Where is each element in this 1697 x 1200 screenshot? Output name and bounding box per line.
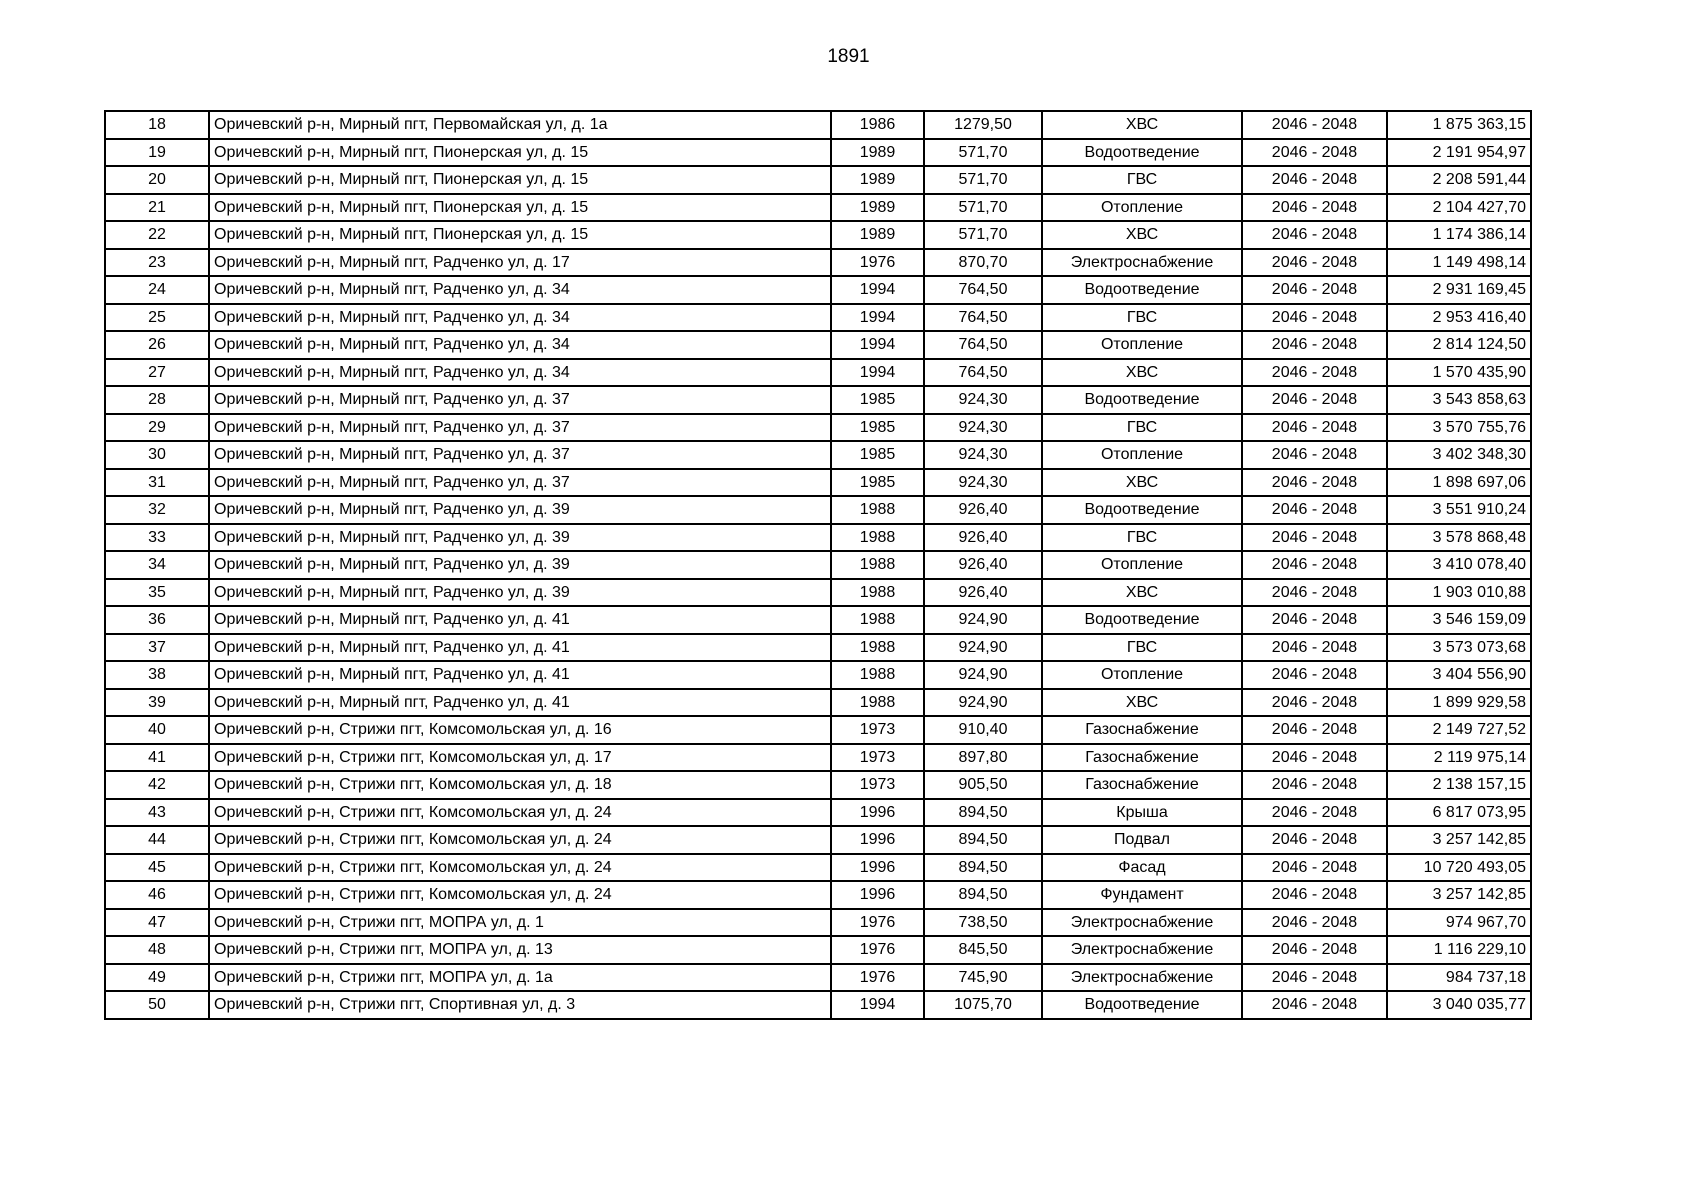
area-cell: 764,50 <box>924 359 1042 387</box>
table-row <box>105 744 1531 772</box>
period-cell: 2046 - 2048 <box>1242 579 1387 607</box>
year-cell: 1989 <box>831 194 924 222</box>
year-cell: 1973 <box>831 716 924 744</box>
row-number: 41 <box>105 744 209 772</box>
row-number: 39 <box>105 689 209 717</box>
address-cell: Оричевский р-н, Стрижи пгт, МОПРА ул, д. 1 <box>209 909 831 937</box>
work-type-cell: Водоотведение <box>1042 139 1242 167</box>
row-number: 18 <box>105 111 209 139</box>
period-cell: 2046 - 2048 <box>1242 771 1387 799</box>
year-cell: 1994 <box>831 991 924 1019</box>
year-cell: 1976 <box>831 964 924 992</box>
year-cell: 1996 <box>831 881 924 909</box>
period-cell: 2046 - 2048 <box>1242 139 1387 167</box>
area-cell: 845,50 <box>924 936 1042 964</box>
area-cell: 1075,70 <box>924 991 1042 1019</box>
area-cell: 894,50 <box>924 881 1042 909</box>
address-cell: Оричевский р-н, Стрижи пгт, Комсомольская ул, д. 17 <box>209 744 831 772</box>
row-number: 45 <box>105 854 209 882</box>
cost-cell: 2 104 427,70 <box>1387 194 1531 222</box>
cost-cell: 2 931 169,45 <box>1387 276 1531 304</box>
cost-cell: 3 578 868,48 <box>1387 524 1531 552</box>
table-row <box>105 386 1531 414</box>
year-cell: 1994 <box>831 276 924 304</box>
row-number: 33 <box>105 524 209 552</box>
address-cell: Оричевский р-н, Мирный пгт, Пионерская ул, д. 15 <box>209 139 831 167</box>
year-cell: 1988 <box>831 579 924 607</box>
page-number: 1891 <box>827 46 870 67</box>
area-cell: 926,40 <box>924 579 1042 607</box>
work-type-cell: Подвал <box>1042 826 1242 854</box>
year-cell: 1976 <box>831 249 924 277</box>
address-cell: Оричевский р-н, Мирный пгт, Радченко ул, д. 34 <box>209 359 831 387</box>
work-type-cell: Отопление <box>1042 551 1242 579</box>
year-cell: 1986 <box>831 111 924 139</box>
year-cell: 1985 <box>831 414 924 442</box>
area-cell: 764,50 <box>924 331 1042 359</box>
year-cell: 1988 <box>831 661 924 689</box>
cost-cell: 2 814 124,50 <box>1387 331 1531 359</box>
period-cell: 2046 - 2048 <box>1242 331 1387 359</box>
row-number: 36 <box>105 606 209 634</box>
area-cell: 1279,50 <box>924 111 1042 139</box>
area-cell: 764,50 <box>924 304 1042 332</box>
year-cell: 1976 <box>831 936 924 964</box>
period-cell: 2046 - 2048 <box>1242 936 1387 964</box>
period-cell: 2046 - 2048 <box>1242 221 1387 249</box>
year-cell: 1989 <box>831 139 924 167</box>
period-cell: 2046 - 2048 <box>1242 799 1387 827</box>
area-cell: 924,90 <box>924 634 1042 662</box>
cost-cell: 1 875 363,15 <box>1387 111 1531 139</box>
work-type-cell: Фундамент <box>1042 881 1242 909</box>
work-type-cell: ГВС <box>1042 166 1242 194</box>
work-type-cell: Отопление <box>1042 441 1242 469</box>
address-cell: Оричевский р-н, Мирный пгт, Первомайская ул, д. 1а <box>209 111 831 139</box>
work-type-cell: Газоснабжение <box>1042 744 1242 772</box>
work-type-cell: Электроснабжение <box>1042 249 1242 277</box>
table-row <box>105 469 1531 497</box>
table-row <box>105 991 1531 1019</box>
area-cell: 894,50 <box>924 854 1042 882</box>
table-row <box>105 826 1531 854</box>
work-type-cell: Крыша <box>1042 799 1242 827</box>
work-type-cell: ГВС <box>1042 414 1242 442</box>
row-number: 30 <box>105 441 209 469</box>
cost-cell: 6 817 073,95 <box>1387 799 1531 827</box>
cost-cell: 1 174 386,14 <box>1387 221 1531 249</box>
period-cell: 2046 - 2048 <box>1242 661 1387 689</box>
year-cell: 1973 <box>831 771 924 799</box>
year-cell: 1988 <box>831 634 924 662</box>
cost-cell: 3 257 142,85 <box>1387 881 1531 909</box>
cost-cell: 2 953 416,40 <box>1387 304 1531 332</box>
year-cell: 1976 <box>831 909 924 937</box>
period-cell: 2046 - 2048 <box>1242 826 1387 854</box>
address-cell: Оричевский р-н, Стрижи пгт, Комсомольская ул, д. 16 <box>209 716 831 744</box>
year-cell: 1996 <box>831 854 924 882</box>
table-row <box>105 634 1531 662</box>
address-cell: Оричевский р-н, Мирный пгт, Пионерская ул, д. 15 <box>209 221 831 249</box>
period-cell: 2046 - 2048 <box>1242 496 1387 524</box>
table-row <box>105 359 1531 387</box>
area-cell: 894,50 <box>924 799 1042 827</box>
year-cell: 1988 <box>831 606 924 634</box>
row-number: 46 <box>105 881 209 909</box>
period-cell: 2046 - 2048 <box>1242 166 1387 194</box>
work-type-cell: ХВС <box>1042 221 1242 249</box>
cost-cell: 1 149 498,14 <box>1387 249 1531 277</box>
work-type-cell: ГВС <box>1042 304 1242 332</box>
period-cell: 2046 - 2048 <box>1242 414 1387 442</box>
year-cell: 1985 <box>831 469 924 497</box>
cost-cell: 2 208 591,44 <box>1387 166 1531 194</box>
table-row <box>105 414 1531 442</box>
address-cell: Оричевский р-н, Мирный пгт, Радченко ул, д. 41 <box>209 661 831 689</box>
cost-cell: 3 402 348,30 <box>1387 441 1531 469</box>
period-cell: 2046 - 2048 <box>1242 909 1387 937</box>
area-cell: 571,70 <box>924 139 1042 167</box>
row-number: 21 <box>105 194 209 222</box>
area-cell: 870,70 <box>924 249 1042 277</box>
area-cell: 745,90 <box>924 964 1042 992</box>
year-cell: 1989 <box>831 221 924 249</box>
address-cell: Оричевский р-н, Мирный пгт, Радченко ул, д. 34 <box>209 331 831 359</box>
cost-cell: 1 570 435,90 <box>1387 359 1531 387</box>
table-row <box>105 936 1531 964</box>
work-type-cell: Водоотведение <box>1042 991 1242 1019</box>
row-number: 48 <box>105 936 209 964</box>
address-cell: Оричевский р-н, Мирный пгт, Радченко ул, д. 39 <box>209 551 831 579</box>
row-number: 29 <box>105 414 209 442</box>
area-cell: 924,90 <box>924 606 1042 634</box>
area-cell: 910,40 <box>924 716 1042 744</box>
address-cell: Оричевский р-н, Мирный пгт, Радченко ул, д. 37 <box>209 441 831 469</box>
address-cell: Оричевский р-н, Мирный пгт, Радченко ул, д. 34 <box>209 276 831 304</box>
table-row <box>105 166 1531 194</box>
capital-repair-table <box>104 110 1532 1020</box>
area-cell: 926,40 <box>924 524 1042 552</box>
work-type-cell: ХВС <box>1042 111 1242 139</box>
period-cell: 2046 - 2048 <box>1242 386 1387 414</box>
cost-cell: 2 119 975,14 <box>1387 744 1531 772</box>
address-cell: Оричевский р-н, Мирный пгт, Радченко ул, д. 37 <box>209 469 831 497</box>
work-type-cell: Фасад <box>1042 854 1242 882</box>
table-row <box>105 881 1531 909</box>
table-row <box>105 524 1531 552</box>
period-cell: 2046 - 2048 <box>1242 551 1387 579</box>
year-cell: 1996 <box>831 826 924 854</box>
address-cell: Оричевский р-н, Мирный пгт, Радченко ул, д. 17 <box>209 249 831 277</box>
work-type-cell: Водоотведение <box>1042 276 1242 304</box>
row-number: 40 <box>105 716 209 744</box>
cost-cell: 2 191 954,97 <box>1387 139 1531 167</box>
row-number: 43 <box>105 799 209 827</box>
work-type-cell: Водоотведение <box>1042 606 1242 634</box>
cost-cell: 984 737,18 <box>1387 964 1531 992</box>
row-number: 32 <box>105 496 209 524</box>
address-cell: Оричевский р-н, Мирный пгт, Пионерская ул, д. 15 <box>209 166 831 194</box>
cost-cell: 3 040 035,77 <box>1387 991 1531 1019</box>
row-number: 35 <box>105 579 209 607</box>
work-type-cell: ХВС <box>1042 579 1242 607</box>
row-number: 27 <box>105 359 209 387</box>
work-type-cell: Водоотведение <box>1042 386 1242 414</box>
cost-cell: 2 138 157,15 <box>1387 771 1531 799</box>
work-type-cell: Водоотведение <box>1042 496 1242 524</box>
cost-cell: 3 546 159,09 <box>1387 606 1531 634</box>
period-cell: 2046 - 2048 <box>1242 634 1387 662</box>
area-cell: 924,30 <box>924 469 1042 497</box>
area-cell: 897,80 <box>924 744 1042 772</box>
work-type-cell: Электроснабжение <box>1042 936 1242 964</box>
work-type-cell: ГВС <box>1042 634 1242 662</box>
address-cell: Оричевский р-н, Мирный пгт, Радченко ул, д. 37 <box>209 386 831 414</box>
work-type-cell: ХВС <box>1042 469 1242 497</box>
table-row <box>105 771 1531 799</box>
cost-cell: 2 149 727,52 <box>1387 716 1531 744</box>
address-cell: Оричевский р-н, Стрижи пгт, Комсомольская ул, д. 24 <box>209 881 831 909</box>
table-row <box>105 441 1531 469</box>
row-number: 38 <box>105 661 209 689</box>
row-number: 47 <box>105 909 209 937</box>
cost-cell: 1 116 229,10 <box>1387 936 1531 964</box>
area-cell: 926,40 <box>924 551 1042 579</box>
address-cell: Оричевский р-н, Мирный пгт, Радченко ул, д. 39 <box>209 579 831 607</box>
work-type-cell: Электроснабжение <box>1042 964 1242 992</box>
cost-cell: 3 257 142,85 <box>1387 826 1531 854</box>
area-cell: 924,90 <box>924 661 1042 689</box>
area-cell: 926,40 <box>924 496 1042 524</box>
table-row <box>105 304 1531 332</box>
row-number: 34 <box>105 551 209 579</box>
table-row <box>105 331 1531 359</box>
address-cell: Оричевский р-н, Стрижи пгт, МОПРА ул, д. 1а <box>209 964 831 992</box>
table-row <box>105 799 1531 827</box>
period-cell: 2046 - 2048 <box>1242 469 1387 497</box>
cost-cell: 1 899 929,58 <box>1387 689 1531 717</box>
address-cell: Оричевский р-н, Мирный пгт, Радченко ул, д. 34 <box>209 304 831 332</box>
year-cell: 1988 <box>831 551 924 579</box>
area-cell: 924,30 <box>924 441 1042 469</box>
period-cell: 2046 - 2048 <box>1242 991 1387 1019</box>
address-cell: Оричевский р-н, Мирный пгт, Радченко ул, д. 39 <box>209 524 831 552</box>
cost-cell: 3 404 556,90 <box>1387 661 1531 689</box>
row-number: 50 <box>105 991 209 1019</box>
period-cell: 2046 - 2048 <box>1242 606 1387 634</box>
address-cell: Оричевский р-н, Стрижи пгт, Комсомольская ул, д. 24 <box>209 854 831 882</box>
table-row <box>105 661 1531 689</box>
cost-cell: 974 967,70 <box>1387 909 1531 937</box>
table-row <box>105 579 1531 607</box>
row-number: 22 <box>105 221 209 249</box>
row-number: 31 <box>105 469 209 497</box>
table-row <box>105 606 1531 634</box>
table-row <box>105 194 1531 222</box>
work-type-cell: Отопление <box>1042 194 1242 222</box>
period-cell: 2046 - 2048 <box>1242 194 1387 222</box>
address-cell: Оричевский р-н, Стрижи пгт, Комсомольская ул, д. 24 <box>209 826 831 854</box>
table-row <box>105 111 1531 139</box>
cost-cell: 3 573 073,68 <box>1387 634 1531 662</box>
work-type-cell: ХВС <box>1042 689 1242 717</box>
area-cell: 905,50 <box>924 771 1042 799</box>
cost-cell: 3 410 078,40 <box>1387 551 1531 579</box>
area-cell: 738,50 <box>924 909 1042 937</box>
period-cell: 2046 - 2048 <box>1242 304 1387 332</box>
address-cell: Оричевский р-н, Мирный пгт, Радченко ул, д. 41 <box>209 689 831 717</box>
period-cell: 2046 - 2048 <box>1242 524 1387 552</box>
table-row <box>105 276 1531 304</box>
table-row <box>105 551 1531 579</box>
table-row <box>105 964 1531 992</box>
period-cell: 2046 - 2048 <box>1242 854 1387 882</box>
period-cell: 2046 - 2048 <box>1242 964 1387 992</box>
row-number: 37 <box>105 634 209 662</box>
period-cell: 2046 - 2048 <box>1242 249 1387 277</box>
area-cell: 571,70 <box>924 221 1042 249</box>
year-cell: 1994 <box>831 331 924 359</box>
address-cell: Оричевский р-н, Мирный пгт, Радченко ул, д. 41 <box>209 606 831 634</box>
work-type-cell: Отопление <box>1042 661 1242 689</box>
address-cell: Оричевский р-н, Мирный пгт, Радченко ул, д. 39 <box>209 496 831 524</box>
period-cell: 2046 - 2048 <box>1242 881 1387 909</box>
address-cell: Оричевский р-н, Стрижи пгт, Комсомольская ул, д. 24 <box>209 799 831 827</box>
period-cell: 2046 - 2048 <box>1242 744 1387 772</box>
area-cell: 924,30 <box>924 414 1042 442</box>
table-row <box>105 496 1531 524</box>
row-number: 26 <box>105 331 209 359</box>
address-cell: Оричевский р-н, Мирный пгт, Радченко ул, д. 41 <box>209 634 831 662</box>
row-number: 28 <box>105 386 209 414</box>
row-number: 42 <box>105 771 209 799</box>
period-cell: 2046 - 2048 <box>1242 689 1387 717</box>
table-row <box>105 249 1531 277</box>
year-cell: 1988 <box>831 689 924 717</box>
year-cell: 1994 <box>831 359 924 387</box>
address-cell: Оричевский р-н, Мирный пгт, Радченко ул, д. 37 <box>209 414 831 442</box>
year-cell: 1989 <box>831 166 924 194</box>
year-cell: 1988 <box>831 524 924 552</box>
work-type-cell: Газоснабжение <box>1042 771 1242 799</box>
row-number: 25 <box>105 304 209 332</box>
period-cell: 2046 - 2048 <box>1242 111 1387 139</box>
work-type-cell: Отопление <box>1042 331 1242 359</box>
table-row <box>105 854 1531 882</box>
work-type-cell: ХВС <box>1042 359 1242 387</box>
address-cell: Оричевский р-н, Стрижи пгт, Спортивная ул, д. 3 <box>209 991 831 1019</box>
year-cell: 1996 <box>831 799 924 827</box>
table-row <box>105 909 1531 937</box>
period-cell: 2046 - 2048 <box>1242 276 1387 304</box>
address-cell: Оричевский р-н, Стрижи пгт, МОПРА ул, д. 13 <box>209 936 831 964</box>
area-cell: 894,50 <box>924 826 1042 854</box>
row-number: 20 <box>105 166 209 194</box>
cost-cell: 10 720 493,05 <box>1387 854 1531 882</box>
work-type-cell: Электроснабжение <box>1042 909 1242 937</box>
table-row <box>105 139 1531 167</box>
cost-cell: 3 543 858,63 <box>1387 386 1531 414</box>
cost-cell: 3 570 755,76 <box>1387 414 1531 442</box>
period-cell: 2046 - 2048 <box>1242 359 1387 387</box>
year-cell: 1985 <box>831 386 924 414</box>
area-cell: 764,50 <box>924 276 1042 304</box>
area-cell: 571,70 <box>924 194 1042 222</box>
table-row <box>105 221 1531 249</box>
cost-cell: 3 551 910,24 <box>1387 496 1531 524</box>
area-cell: 924,90 <box>924 689 1042 717</box>
year-cell: 1985 <box>831 441 924 469</box>
row-number: 23 <box>105 249 209 277</box>
period-cell: 2046 - 2048 <box>1242 441 1387 469</box>
work-type-cell: Газоснабжение <box>1042 716 1242 744</box>
table-row <box>105 716 1531 744</box>
row-number: 44 <box>105 826 209 854</box>
table-body <box>105 111 1531 1019</box>
period-cell: 2046 - 2048 <box>1242 716 1387 744</box>
year-cell: 1994 <box>831 304 924 332</box>
table-row <box>105 689 1531 717</box>
year-cell: 1988 <box>831 496 924 524</box>
area-cell: 571,70 <box>924 166 1042 194</box>
work-type-cell: ГВС <box>1042 524 1242 552</box>
row-number: 24 <box>105 276 209 304</box>
cost-cell: 1 898 697,06 <box>1387 469 1531 497</box>
row-number: 49 <box>105 964 209 992</box>
address-cell: Оричевский р-н, Стрижи пгт, Комсомольская ул, д. 18 <box>209 771 831 799</box>
cost-cell: 1 903 010,88 <box>1387 579 1531 607</box>
year-cell: 1973 <box>831 744 924 772</box>
area-cell: 924,30 <box>924 386 1042 414</box>
row-number: 19 <box>105 139 209 167</box>
address-cell: Оричевский р-н, Мирный пгт, Пионерская ул, д. 15 <box>209 194 831 222</box>
